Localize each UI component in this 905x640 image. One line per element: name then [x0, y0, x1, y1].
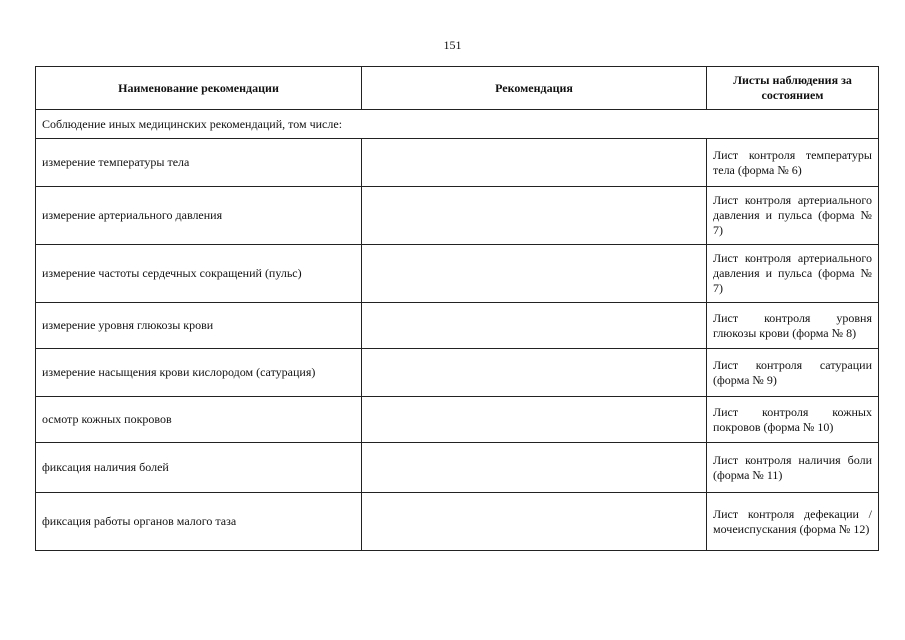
- header-observation-sheets: Листы наблюдения за состоянием: [707, 67, 879, 110]
- row-recommendation: [362, 397, 707, 443]
- row-sheet: Лист контроля кожных покровов (форма № 10): [707, 397, 879, 443]
- row-sheet: Лист контроля артериального давления и пульса (форма № 7): [707, 187, 879, 245]
- row-sheet: Лист контроля температуры тела (форма № 6): [707, 139, 879, 187]
- header-recommendation-name: Наименование рекомендации: [36, 67, 362, 110]
- row-sheet: Лист контроля наличия боли (форма № 11): [707, 443, 879, 493]
- row-name: измерение температуры тела: [36, 139, 362, 187]
- recommendations-table: [35, 66, 879, 551]
- table-row: [36, 303, 879, 349]
- table-row: [36, 245, 879, 303]
- row-sheet: Лист контроля уровня глюкозы крови (форма № 8): [707, 303, 879, 349]
- row-name: измерение артериального давления: [36, 187, 362, 245]
- row-recommendation: [362, 245, 707, 303]
- table-header-row: [36, 67, 879, 110]
- row-name: фиксация работы органов малого таза: [36, 493, 362, 551]
- row-sheet: Лист контроля сатурации (форма № 9): [707, 349, 879, 397]
- row-recommendation: [362, 187, 707, 245]
- row-sheet: Лист контроля дефекации / мочеиспускания (форма № 12): [707, 493, 879, 551]
- section-row: [36, 110, 879, 139]
- row-sheet: Лист контроля артериального давления и пульса (форма № 7): [707, 245, 879, 303]
- row-name: фиксация наличия болей: [36, 443, 362, 493]
- row-recommendation: [362, 443, 707, 493]
- table-row: [36, 443, 879, 493]
- row-recommendation: [362, 303, 707, 349]
- table-row: [36, 493, 879, 551]
- table-row: [36, 187, 879, 245]
- row-name: измерение уровня глюкозы крови: [36, 303, 362, 349]
- section-title: Соблюдение иных медицинских рекомендаций, том числе:: [36, 110, 879, 139]
- table-row: [36, 139, 879, 187]
- row-name: осмотр кожных покровов: [36, 397, 362, 443]
- table-row: [36, 349, 879, 397]
- page-number: 151: [443, 38, 462, 52]
- row-name: измерение частоты сердечных сокращений (пульс): [36, 245, 362, 303]
- row-recommendation: [362, 349, 707, 397]
- row-recommendation: [362, 139, 707, 187]
- table-row: [36, 397, 879, 443]
- header-recommendation: Рекомендация: [362, 67, 707, 110]
- row-name: измерение насыщения крови кислородом (сатурация): [36, 349, 362, 397]
- row-recommendation: [362, 493, 707, 551]
